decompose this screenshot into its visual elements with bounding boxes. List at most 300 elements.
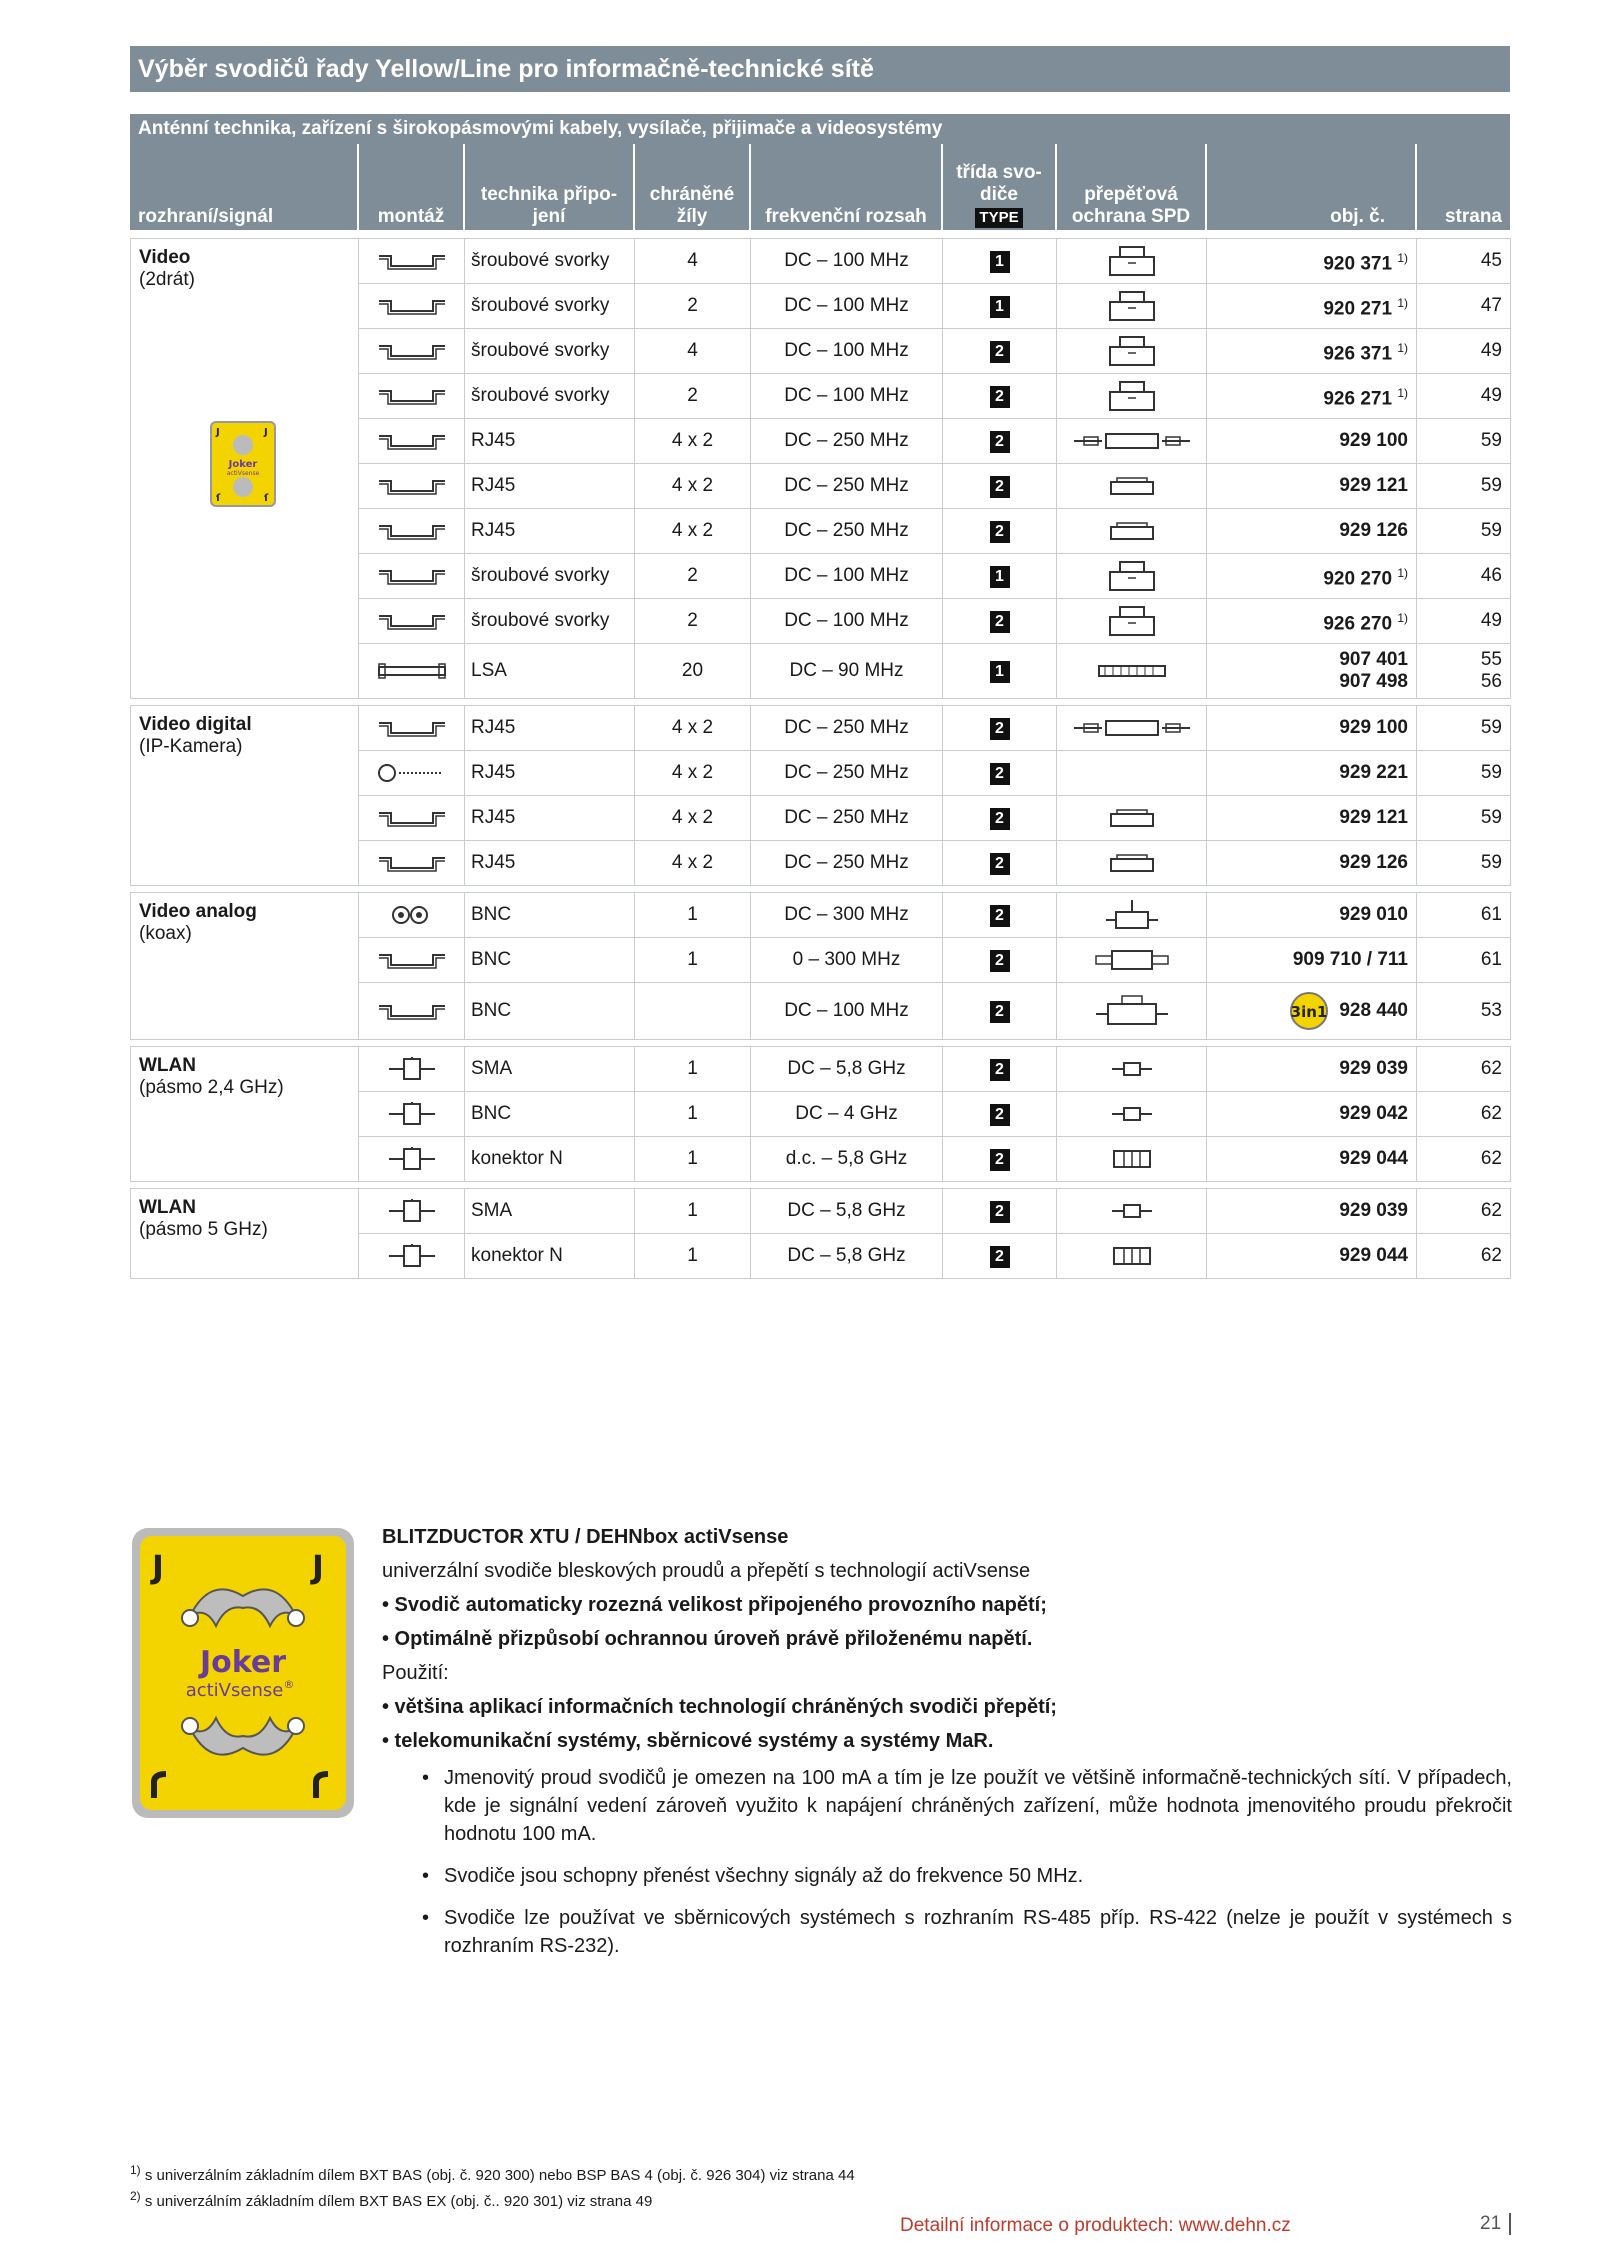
spd-cell <box>1057 554 1207 599</box>
page-ref: 59 <box>1480 762 1502 783</box>
class-cell <box>943 796 1057 841</box>
page-ref: 62 <box>1480 1058 1502 1079</box>
mount-cell <box>359 893 465 938</box>
order-number: 929 039 <box>1339 1058 1408 1079</box>
mount-cell <box>359 841 465 886</box>
cores-cell: 1 <box>635 1234 751 1279</box>
din-rail-icon <box>377 610 447 632</box>
connection-cell: šroubové svorky <box>465 599 635 644</box>
3in1-badge-icon <box>1285 991 1333 1031</box>
order-cell <box>1207 509 1417 554</box>
group-label: Video (2drát) <box>131 239 359 699</box>
connection-cell: RJ45 <box>465 841 635 886</box>
cores-cell: 4 x 2 <box>635 706 751 751</box>
connection-cell: RJ45 <box>465 706 635 751</box>
class-cell <box>943 1137 1057 1182</box>
spd-cell <box>1057 983 1207 1040</box>
cores-cell: 1 <box>635 938 751 983</box>
joker-activsense-logo <box>132 1528 354 1818</box>
spd-n-connector-icon <box>1110 1245 1154 1267</box>
connection-cell: konektor N <box>465 1137 635 1182</box>
header-technika: technika připo- jení <box>464 144 634 230</box>
order-number: 929 126 <box>1339 852 1408 873</box>
order-cell <box>1207 239 1417 284</box>
header-montaz: montáž <box>358 144 464 230</box>
frequency-cell: DC – 4 GHz <box>751 1092 943 1137</box>
mount-cell <box>359 284 465 329</box>
footnote-ref: 1) <box>1397 565 1408 580</box>
footnotes <box>130 2160 855 2212</box>
din-rail-icon <box>377 520 447 542</box>
page-ref: 59 <box>1480 430 1502 451</box>
class-cell <box>943 841 1057 886</box>
connection-cell: SMA <box>465 1047 635 1092</box>
mount-cell <box>359 796 465 841</box>
order-cell <box>1207 1137 1417 1182</box>
spd-cable-icon <box>1072 715 1192 741</box>
class-cell <box>943 1234 1057 1279</box>
svg-text:3in1: 3in1 <box>1290 1003 1328 1021</box>
order-number: 929 044 <box>1339 1148 1408 1169</box>
svg-text:actiVsense: actiVsense <box>226 470 260 477</box>
spd-cell <box>1057 509 1207 554</box>
connection-cell: RJ45 <box>465 796 635 841</box>
mount-cell <box>359 374 465 419</box>
cores-cell: 1 <box>635 1137 751 1182</box>
svg-text:J: J <box>264 427 268 438</box>
order-number: 929 039 <box>1339 1200 1408 1221</box>
page-ref: 59 <box>1480 520 1502 541</box>
page-ref: 59 <box>1480 717 1502 738</box>
frequency-cell: DC – 250 MHz <box>751 464 943 509</box>
spd-cell <box>1057 374 1207 419</box>
desc-feature-2: • Optimálně přizpůsobí ochrannou úroveň právě přiloženému napětí. <box>382 1628 1033 1650</box>
connection-cell: šroubové svorky <box>465 329 635 374</box>
wall-mount-icon <box>377 760 447 786</box>
cores-cell: 1 <box>635 1189 751 1234</box>
page-ref: 55 <box>1480 649 1502 670</box>
footnote-ref: 1) <box>1397 340 1408 355</box>
order-cell <box>1207 1234 1417 1279</box>
page-ref: 56 <box>1480 671 1502 692</box>
mount-cell <box>359 329 465 374</box>
class-cell <box>943 554 1057 599</box>
table-body <box>130 238 1511 1279</box>
cores-cell: 2 <box>635 599 751 644</box>
order-number: 929 126 <box>1339 520 1408 541</box>
order-cell <box>1207 284 1417 329</box>
desc-use-1: • většina aplikací informačních technologií chráněných svodiči přepětí; <box>382 1696 1057 1718</box>
desc-note-1: • Jmenovitý proud svodičů je omezen na 100 mA a tím je lze použít ve většině informačně-technických sítí. V případech, kde je signální vedení zároveň využito k napájení chráněných zařízení, může hodnota jmenovitého proudu překročit hodnotu 100 mA. <box>422 1764 1512 1848</box>
mount-cell <box>359 706 465 751</box>
din-rail-icon <box>377 852 447 874</box>
mount-cell <box>359 644 465 699</box>
cores-cell: 2 <box>635 284 751 329</box>
connection-cell: šroubové svorky <box>465 239 635 284</box>
din-rail-icon <box>377 385 447 407</box>
connection-cell: SMA <box>465 1189 635 1234</box>
mount-cell <box>359 751 465 796</box>
order-number: 929 044 <box>1339 1245 1408 1266</box>
page-cell <box>1417 1189 1511 1234</box>
order-cell <box>1207 1189 1417 1234</box>
order-number: 907 401 <box>1339 649 1408 670</box>
spd-cell <box>1057 706 1207 751</box>
page-cell <box>1417 1092 1511 1137</box>
order-number: 929 221 <box>1339 762 1408 783</box>
frequency-cell: DC – 100 MHz <box>751 374 943 419</box>
group-label: Video digital (IP-Kamera) <box>131 706 359 886</box>
frequency-cell: DC – 250 MHz <box>751 419 943 464</box>
mount-cell <box>359 1234 465 1279</box>
order-cell <box>1207 644 1417 699</box>
order-number: 920 271 <box>1323 298 1393 320</box>
svg-text:Joker: Joker <box>199 1645 287 1680</box>
table-row <box>131 1047 1511 1092</box>
order-number: 929 121 <box>1339 475 1408 496</box>
frequency-cell: DC – 100 MHz <box>751 239 943 284</box>
spd-cell <box>1057 1137 1207 1182</box>
frequency-cell: DC – 100 MHz <box>751 284 943 329</box>
frequency-cell: DC – 250 MHz <box>751 751 943 796</box>
page-cell <box>1417 938 1511 983</box>
class-badge: 1 <box>990 251 1010 273</box>
frequency-cell: DC – 300 MHz <box>751 893 943 938</box>
spd-antenna-icon <box>1102 898 1162 932</box>
page-ref: 53 <box>1480 1000 1502 1021</box>
page-cell <box>1417 554 1511 599</box>
order-number: 920 270 <box>1323 568 1393 590</box>
connection-cell: BNC <box>465 893 635 938</box>
cores-cell: 4 x 2 <box>635 464 751 509</box>
spd-module-icon <box>1107 474 1157 498</box>
order-number: 928 440 <box>1339 1000 1408 1022</box>
class-cell <box>943 329 1057 374</box>
class-badge: 2 <box>990 718 1010 740</box>
spd-blitzductor-icon <box>1104 558 1160 594</box>
desc-use-2: • telekomunikační systémy, sběrnicové systémy a systémy MaR. <box>382 1730 994 1752</box>
header-strana: strana <box>1416 144 1510 230</box>
mount-cell <box>359 1137 465 1182</box>
order-cell <box>1207 706 1417 751</box>
footnote-ref: 1) <box>1397 610 1408 625</box>
page-cell <box>1417 644 1511 699</box>
spd-cell <box>1057 1189 1207 1234</box>
frequency-cell: 0 – 300 MHz <box>751 938 943 983</box>
spd-sma-icon <box>1110 1059 1154 1079</box>
order-cell <box>1207 938 1417 983</box>
mount-cell <box>359 1047 465 1092</box>
header-frekvence: frekvenční rozsah <box>750 144 942 230</box>
frequency-cell: DC – 250 MHz <box>751 706 943 751</box>
class-badge: 1 <box>990 296 1010 318</box>
class-cell <box>943 464 1057 509</box>
connection-cell: RJ45 <box>465 509 635 554</box>
din-rail-icon <box>377 475 447 497</box>
table-row <box>131 239 1511 284</box>
header-obj: obj. č. <box>1206 144 1416 230</box>
coax-connector-icon <box>387 1198 437 1224</box>
class-badge: 2 <box>990 1001 1010 1023</box>
frequency-cell: d.c. – 5,8 GHz <box>751 1137 943 1182</box>
class-cell <box>943 509 1057 554</box>
class-cell <box>943 751 1057 796</box>
svg-text:actiVsense®: actiVsense® <box>185 1678 295 1701</box>
mount-cell <box>359 1189 465 1234</box>
class-cell <box>943 706 1057 751</box>
spd-coax-box-icon <box>1092 947 1172 973</box>
page-cell <box>1417 841 1511 886</box>
class-badge: 1 <box>990 661 1010 683</box>
din-rail-icon <box>377 295 447 317</box>
order-number: 926 371 <box>1323 343 1393 365</box>
svg-text:J: J <box>216 427 220 438</box>
desc-note-3: • Svodiče lze používat ve sběrnicových systémech s rozhraním RS-485 příp. RS-422 (nelze je použít v systémech s rozhraním RS-232). <box>422 1904 1512 1960</box>
page-cell <box>1417 599 1511 644</box>
frequency-cell: DC – 100 MHz <box>751 599 943 644</box>
spd-n-connector-icon <box>1110 1148 1154 1170</box>
class-cell <box>943 644 1057 699</box>
order-number: 907 498 <box>1339 671 1408 692</box>
class-badge: 2 <box>990 521 1010 543</box>
class-cell <box>943 1092 1057 1137</box>
connection-cell: šroubové svorky <box>465 284 635 329</box>
class-badge: 2 <box>990 1104 1010 1126</box>
frequency-cell: DC – 5,8 GHz <box>751 1047 943 1092</box>
spd-cell <box>1057 1047 1207 1092</box>
page-cell <box>1417 374 1511 419</box>
table-row <box>131 893 1511 938</box>
connection-cell: RJ45 <box>465 419 635 464</box>
mount-cell <box>359 1092 465 1137</box>
cores-cell: 4 x 2 <box>635 419 751 464</box>
order-cell <box>1207 893 1417 938</box>
cores-cell: 20 <box>635 644 751 699</box>
order-number: 926 271 <box>1323 388 1393 410</box>
spd-cell <box>1057 1092 1207 1137</box>
frequency-cell: DC – 250 MHz <box>751 509 943 554</box>
order-cell <box>1207 983 1417 1040</box>
class-cell <box>943 938 1057 983</box>
frequency-cell: DC – 250 MHz <box>751 796 943 841</box>
order-cell <box>1207 374 1417 419</box>
class-badge: 2 <box>990 763 1010 785</box>
page-cell <box>1417 983 1511 1040</box>
connection-cell: BNC <box>465 938 635 983</box>
spd-blitzductor-icon <box>1104 243 1160 279</box>
spd-module-icon <box>1107 806 1157 830</box>
spd-sma-icon <box>1110 1201 1154 1221</box>
class-badge: 2 <box>990 1149 1010 1171</box>
page-ref: 61 <box>1480 949 1502 970</box>
coax-connector-icon <box>387 1056 437 1082</box>
svg-text:ſ: ſ <box>216 493 221 504</box>
page-number: 21 <box>1480 2213 1511 2235</box>
order-cell <box>1207 554 1417 599</box>
cores-cell <box>635 983 751 1040</box>
group-label: WLAN (pásmo 5 GHz) <box>131 1189 359 1279</box>
class-badge: 2 <box>990 1059 1010 1081</box>
page-ref: 62 <box>1480 1148 1502 1169</box>
order-number: 929 042 <box>1339 1103 1408 1124</box>
bnc-adapter-icon <box>377 903 447 927</box>
cores-cell: 2 <box>635 374 751 419</box>
spd-cell <box>1057 599 1207 644</box>
page-ref: 49 <box>1480 340 1502 361</box>
cores-cell: 4 <box>635 239 751 284</box>
coax-connector-icon <box>387 1146 437 1172</box>
class-badge: 2 <box>990 1246 1010 1268</box>
page-ref: 62 <box>1480 1245 1502 1266</box>
frequency-cell: DC – 100 MHz <box>751 329 943 374</box>
din-rail-icon <box>377 430 447 452</box>
order-cell <box>1207 329 1417 374</box>
order-number: 929 100 <box>1339 430 1408 451</box>
svg-text:ſ: ſ <box>264 493 269 504</box>
class-badge: 2 <box>990 476 1010 498</box>
din-rail-icon <box>377 807 447 829</box>
desc-notes <box>382 1764 1512 1960</box>
mount-cell <box>359 938 465 983</box>
din-rail-icon <box>377 565 447 587</box>
page-ref: 46 <box>1480 565 1502 586</box>
page-cell <box>1417 796 1511 841</box>
table-header <box>130 144 1510 230</box>
coax-connector-icon <box>387 1243 437 1269</box>
frequency-cell: DC – 5,8 GHz <box>751 1234 943 1279</box>
page-cell <box>1417 419 1511 464</box>
order-number: 909 710 / 711 <box>1292 949 1408 970</box>
table-row <box>131 1189 1511 1234</box>
class-badge: 2 <box>990 1201 1010 1223</box>
frequency-cell: DC – 100 MHz <box>751 554 943 599</box>
header-rozhrani: rozhraní/signál <box>130 144 358 230</box>
order-cell <box>1207 599 1417 644</box>
spd-cable-icon <box>1072 428 1192 454</box>
page-ref: 59 <box>1480 852 1502 873</box>
page-cell <box>1417 1137 1511 1182</box>
page-cell <box>1417 1234 1511 1279</box>
footnote-ref: 1) <box>1397 250 1408 265</box>
mount-cell <box>359 599 465 644</box>
spd-cell <box>1057 751 1207 796</box>
spd-module-icon <box>1107 519 1157 543</box>
page-cell <box>1417 706 1511 751</box>
class-cell <box>943 1189 1057 1234</box>
mount-cell <box>359 554 465 599</box>
spd-lsa-icon <box>1097 662 1167 680</box>
page-ref: 61 <box>1480 904 1502 925</box>
page-ref: 59 <box>1480 475 1502 496</box>
desc-use-label: Použití: <box>382 1662 449 1684</box>
spd-cell <box>1057 284 1207 329</box>
spd-cell <box>1057 841 1207 886</box>
connection-cell: šroubové svorky <box>465 554 635 599</box>
svg-text:Joker: Joker <box>228 459 258 470</box>
coax-connector-icon <box>387 1101 437 1127</box>
connection-cell: LSA <box>465 644 635 699</box>
connection-cell: BNC <box>465 983 635 1040</box>
din-rail-icon <box>377 1000 447 1022</box>
spd-cell <box>1057 644 1207 699</box>
footnote-1: $^{1)}$ s univerzálním základním dílem BXT BAS (obj. č. 920 300) nebo BSP BAS 4 (obj. č. 926 304) viz strana 44 <box>130 2163 855 2184</box>
frequency-cell: DC – 5,8 GHz <box>751 1189 943 1234</box>
spd-dehnbox-icon <box>1092 994 1172 1028</box>
order-cell <box>1207 751 1417 796</box>
class-badge: 2 <box>990 853 1010 875</box>
desc-intro: univerzální svodiče bleskových proudů a přepětí s technologií actiVsense <box>382 1560 1031 1582</box>
cores-cell: 2 <box>635 554 751 599</box>
class-badge: 2 <box>990 808 1010 830</box>
page-cell <box>1417 464 1511 509</box>
page-cell <box>1417 893 1511 938</box>
page-cell <box>1417 239 1511 284</box>
spd-blitzductor-icon <box>1104 603 1160 639</box>
class-cell <box>943 1047 1057 1092</box>
spd-cell <box>1057 329 1207 374</box>
class-cell <box>943 374 1057 419</box>
spd-cell <box>1057 893 1207 938</box>
connection-cell: RJ45 <box>465 751 635 796</box>
footnote-2: $^{2)}$ s univerzálním základním dílem BXT BAS EX (obj. č.. 920 301) viz strana 49 <box>130 2189 653 2210</box>
spd-cell <box>1057 464 1207 509</box>
section-heading: Anténní technika, zařízení s širokopásmovými kabely, vysílače, přijimače a videosystémy <box>130 114 1510 144</box>
joker-activsense-small-logo <box>210 421 276 507</box>
desc-feature-1: • Svodič automaticky rozezná velikost připojeného provozního napětí; <box>382 1594 1047 1616</box>
spd-blitzductor-icon <box>1104 378 1160 414</box>
class-cell <box>943 983 1057 1040</box>
svg-text:J: J <box>312 1548 324 1586</box>
class-badge: 2 <box>990 386 1010 408</box>
type-badge: TYPE <box>975 208 1022 228</box>
product-table <box>130 114 1510 1279</box>
connection-cell: šroubové svorky <box>465 374 635 419</box>
frequency-cell: DC – 90 MHz <box>751 644 943 699</box>
class-cell <box>943 419 1057 464</box>
page-ref: 49 <box>1480 610 1502 631</box>
order-number: 929 121 <box>1339 807 1408 828</box>
cores-cell: 1 <box>635 1047 751 1092</box>
order-cell <box>1207 1092 1417 1137</box>
order-cell <box>1207 1047 1417 1092</box>
class-badge: 2 <box>990 950 1010 972</box>
footnote-ref: 1) <box>1397 295 1408 310</box>
mount-cell <box>359 983 465 1040</box>
din-rail-icon <box>377 949 447 971</box>
order-number: 929 010 <box>1339 904 1408 925</box>
group-label: Video analog (koax) <box>131 893 359 1040</box>
header-zily: chráněné žíly <box>634 144 750 230</box>
page-ref: 59 <box>1480 807 1502 828</box>
class-badge: 2 <box>990 341 1010 363</box>
page-cell <box>1417 329 1511 374</box>
group-label: WLAN (pásmo 2,4 GHz) <box>131 1047 359 1182</box>
desc-heading: BLITZDUCTOR XTU / DEHNbox actiVsense <box>382 1526 789 1548</box>
mount-cell <box>359 464 465 509</box>
order-number: 929 100 <box>1339 717 1408 738</box>
mount-cell <box>359 419 465 464</box>
order-cell <box>1207 841 1417 886</box>
class-cell <box>943 893 1057 938</box>
spd-cell <box>1057 239 1207 284</box>
page-cell <box>1417 509 1511 554</box>
class-cell <box>943 284 1057 329</box>
connection-cell: BNC <box>465 1092 635 1137</box>
class-badge: 2 <box>990 905 1010 927</box>
footer-link[interactable]: Detailní informace o produktech: www.dehn.cz <box>900 2215 1291 2236</box>
lsa-strip-icon <box>377 660 447 682</box>
cores-cell: 4 x 2 <box>635 841 751 886</box>
